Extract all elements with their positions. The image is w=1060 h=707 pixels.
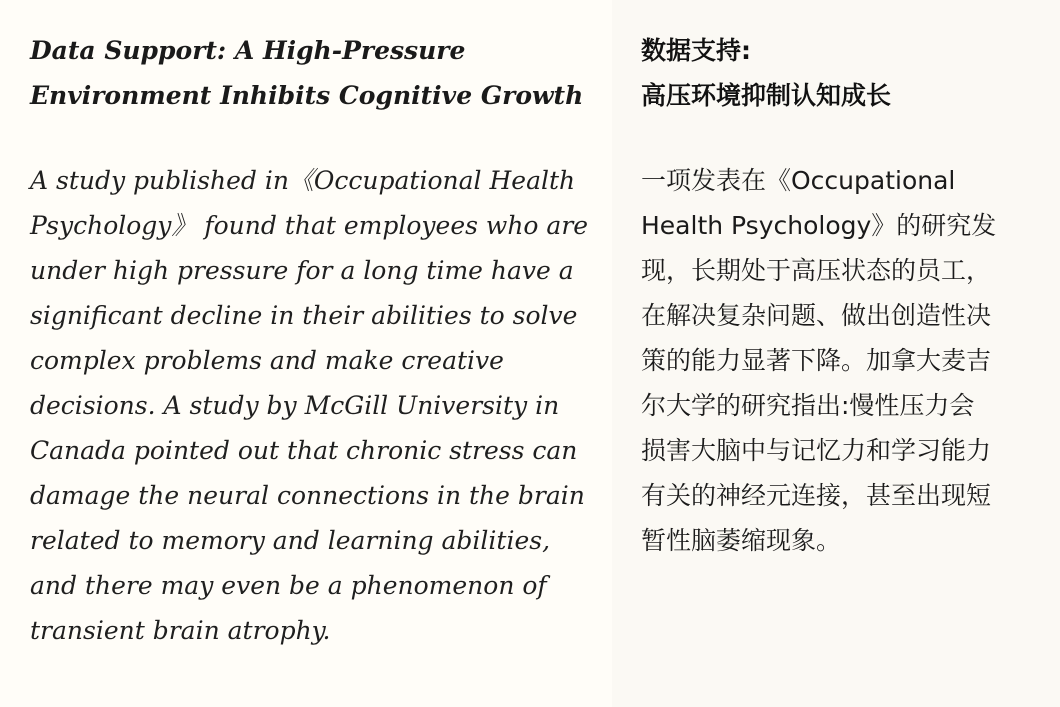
chinese-body-line: 有关的神经元连接，甚至出现短 [641,481,992,510]
english-title-line: Data Support: A High-Pressure [30,36,466,65]
english-title-line: Environment Inhibits Cognitive Growth [30,81,584,110]
chinese-title [641,28,1041,118]
english-title [30,28,600,118]
english-body-line: complex problems and make creative [30,346,504,375]
chinese-body-line: Health Psychology》的研究发 [641,211,997,240]
english-body-line: under high pressure for a long time have a [30,256,574,285]
english-body-line: Psychology》 found that employees who are [30,211,589,240]
english-body-line: related to memory and learning abilities, [30,526,551,555]
chinese-body-line: 尔大学的研究指出:慢性压力会 [641,391,975,420]
english-body-line: Canada pointed out that chronic stress can [30,436,578,465]
chinese-body-line: 现，长期处于高压状态的员工， [641,256,992,285]
chinese-paragraph [641,158,1046,563]
english-body-line: transient brain atrophy. [30,616,331,645]
english-body-line: damage the neural connections in the brain [30,481,585,510]
english-body-line: significant decline in their abilities to solve [30,301,578,330]
chinese-title-line: 高压环境抑制认知成长 [641,81,892,110]
chinese-body-line: 损害大脑中与记忆力和学习能力 [641,436,992,465]
chinese-body-line: 在解决复杂问题、做出创造性决 [641,301,992,330]
english-paragraph [30,158,605,653]
english-body-line: decisions. A study by McGill University in [30,391,560,420]
chinese-title-line: 数据支持: [641,36,751,65]
chinese-body-line: 暂性脑萎缩现象。 [641,526,842,555]
english-body-line: and there may even be a phenomenon of [30,571,547,600]
chinese-body-line: 策的能力显著下降。加拿大麦吉 [641,346,992,375]
english-body-line: A study published in《Occupational Health [30,166,576,195]
chinese-body-line: 一项发表在《Occupational [641,166,956,195]
